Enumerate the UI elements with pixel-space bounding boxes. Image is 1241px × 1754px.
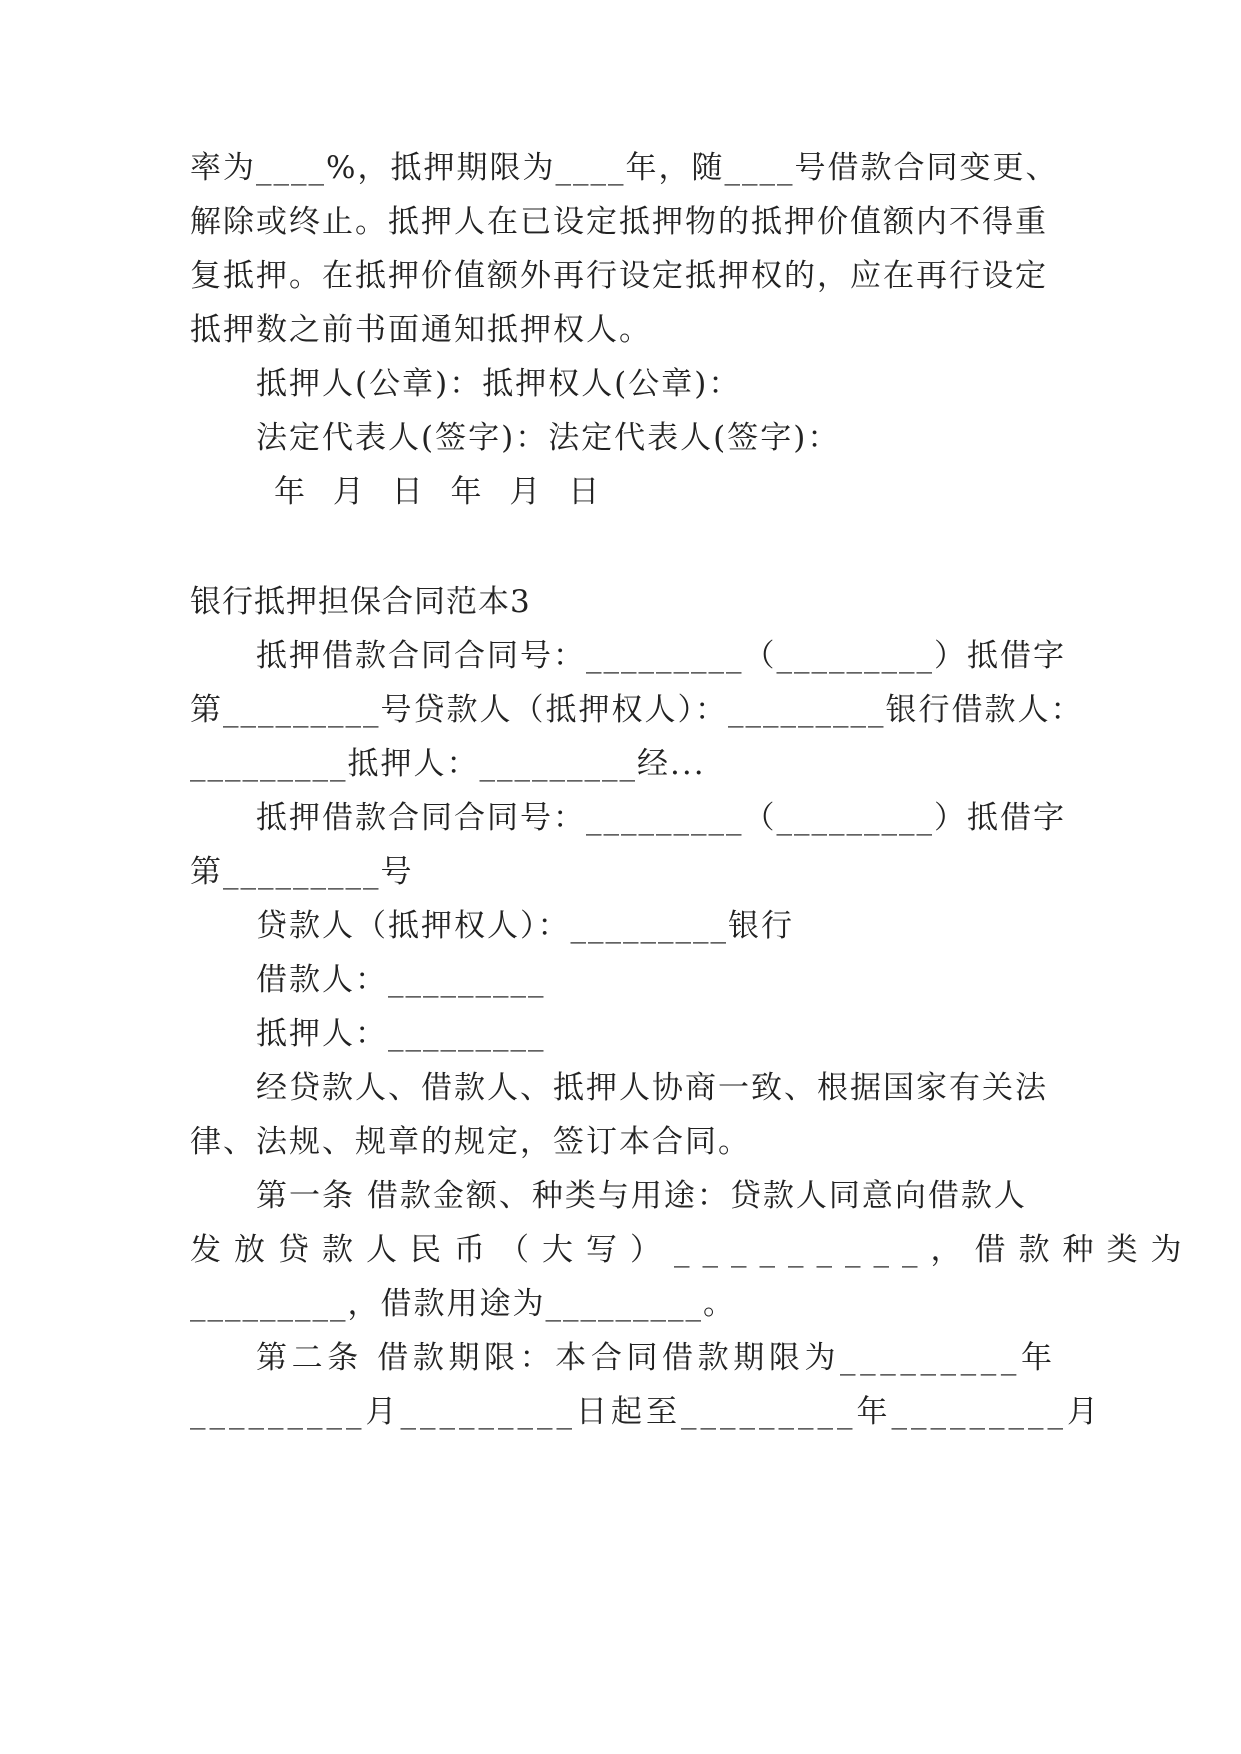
- article-2-line-1: 第二条 借款期限：本合同借款期限为_________年: [256, 1340, 1057, 1376]
- signature-representative-line: 法定代表人(签字)：法定代表人(签字)：: [256, 420, 841, 456]
- signature-seal-line: 抵押人(公章)：抵押权人(公章)：: [256, 366, 742, 402]
- text-line-2: 解除或终止。抵押人在已设定抵押物的抵押价值额内不得重: [190, 204, 1048, 240]
- article-1-line-1: 第一条 借款金额、种类与用途：贷款人同意向借款人: [256, 1178, 1027, 1214]
- text-line-3: 复抵押。在抵押价值额外再行设定抵押权的，应在再行设定: [190, 258, 1048, 294]
- text-line-11: _________抵押人：_________经...: [190, 746, 706, 782]
- text-line-18: 律、法规、规章的规定，签订本合同。: [190, 1124, 751, 1160]
- text-line-1: 率为____%，抵押期限为____年，随____号借款合同变更、: [190, 150, 1059, 186]
- article-1-line-2: 发放贷款人民币（大写）_________，借款种类为: [190, 1232, 1195, 1268]
- article-1-line-3: _________，借款用途为_________。: [190, 1286, 736, 1322]
- text-line-9: 抵押借款合同合同号：_________（_________）抵借字: [256, 638, 1066, 674]
- mortgagor-line: 抵押人：_________: [256, 1016, 546, 1052]
- lender-line: 贷款人（抵押权人）：_________银行: [256, 908, 794, 944]
- text-line-12: 抵押借款合同合同号：_________（_________）抵借字: [256, 800, 1066, 836]
- article-2-line-2: _________月_________日起至_________年_________月: [190, 1394, 1102, 1430]
- text-line-4: 抵押数之前书面通知抵押权人。: [190, 312, 652, 348]
- text-line-17: 经贷款人、借款人、抵押人协商一致、根据国家有关法: [256, 1070, 1048, 1106]
- section-title: 银行抵押担保合同范本3: [190, 584, 531, 620]
- signature-date-line: 年 月 日 年 月 日: [274, 474, 602, 510]
- borrower-line: 借款人：_________: [256, 962, 546, 998]
- text-line-10: 第_________号贷款人（抵押权人）：_________银行借款人：: [190, 692, 1084, 728]
- text-line-13: 第_________号: [190, 854, 414, 890]
